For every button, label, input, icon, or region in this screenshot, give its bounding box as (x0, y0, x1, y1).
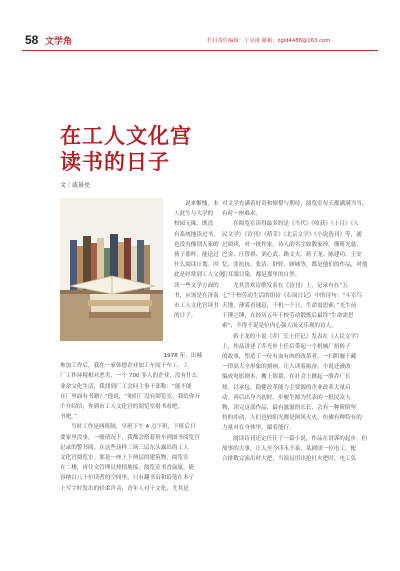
paragraph-line: 一律高大全形象的刻画，让人读着振奋。小说还被改 (222, 364, 351, 371)
paragraph-line: 文化宫阅览室。那是一座上下两层的建筑物，阅览室 (60, 455, 189, 462)
paragraph-line: 上写字时发出的轻柔声音，青年人对于文化，尤其是 (60, 485, 189, 492)
paragraph-line: 当时工作是两班制，早班下午 4 点下班，下班后只 (71, 424, 196, 431)
paragraph-line: 天地，薄雾看球息，千机一千日，生命需思索，”光生前 (222, 303, 357, 310)
paragraph-line: 七”干校劳动生活的组诗《石岗日记》中的诗句：“斗室鸟 (222, 292, 363, 299)
paragraph-line: 书，应该是在济南 (174, 292, 219, 299)
paragraph-line: 持的冲动，人们也较阳光都是阿风火火，仿佛有种特有的 (222, 415, 362, 422)
paragraph-line: 的故事，塑造了一位有血有肉的改革者，一扫阴霾于藏 (222, 354, 357, 361)
section-label: 文学角 (45, 37, 73, 47)
paragraph-line: 编成电影剧本，搬上银幕，在社会上掀起一股乔厂长 (222, 374, 351, 381)
paragraph-line: 索”，不得不说是位内心强大而又乐观的诗人。 (222, 323, 337, 330)
paragraph-line: 在阅览室读得最多的是《当代》《收获》《十月》《人 (233, 221, 359, 228)
paragraph-line: 合排数完演出时大把，当演员用出抢打火把时，电工负 (222, 456, 357, 463)
paragraph-line: 的日子。 (174, 313, 197, 320)
paragraph-line: 动。再后出身当初时，步履生源为代表的一批民众人 (222, 394, 351, 401)
paragraph-line: 故事的大事，让人至今印永不泰，某剧团一位电工，配 (222, 445, 357, 452)
editor-info: 栏目责任编辑：丁亮甫 邮箱：zgld4488@163.com (207, 38, 331, 44)
byline: 文｜戚景亮 (60, 182, 91, 189)
paragraph-line: 什么阅读计划。因 (174, 262, 219, 269)
paragraph-line: 说来惭愧，本 (185, 201, 219, 207)
paragraph-line: 过阅读，对一批作家、诗人的名字如数家珍，像蒋光慈、 (222, 241, 362, 248)
article-title-line2: 读书的日子 (60, 149, 170, 174)
paragraph-line: 们耳濡目染，都是那里的自然。 (222, 272, 301, 279)
article-title-line1: 在工人文化宫 (60, 123, 192, 148)
paragraph-line: 巴金、汪曾祺、刘心武、路文夫、蒋子龙、陈建功、王安 (222, 252, 362, 259)
paragraph-line: 容纳百八十位读者的空间里，只有翻书页和铅笔在本子 (60, 475, 195, 482)
paragraph-line: 阅读诗刊还定任任了一篇小说，作品在讲诉的起步，但 (233, 435, 368, 442)
paragraph-line: 要家里没事，一般情况下，我都会搭着班车到图书阅览宫 (60, 434, 200, 441)
paragraph-line: 在厂里面有书籍？”他说，“咱们厂没有阅览室，我给你开 (60, 393, 201, 400)
header-divider (22, 50, 378, 51)
paragraph-line: 厂工作环境相对恶劣，一个 700 多人的企业，没有什么 (60, 373, 198, 380)
paragraph-line: 此是经常到工人文化 (174, 272, 225, 279)
books-photo (60, 198, 163, 341)
paragraph-line: 书吧。” (60, 414, 77, 421)
paragraph-line: 校园无缘。既没 (174, 221, 214, 228)
paragraph-line: 人此生与大学的 (174, 211, 214, 218)
paragraph-line: 个介绍信，你到市工人文化宫的阅览室借书看吧， (60, 404, 184, 411)
paragraph-line: 上，作品讲述了乔光朴上任后带起一个机械厂扭转子 (222, 343, 351, 350)
paragraph-line: 热。以承包、稳健改革能力主要源的企业改革大量启 (222, 384, 351, 391)
paragraph-line: 读一些文学方面的 (174, 282, 219, 289)
paragraph-line: 业余文化生活，我找到厂工会问主事干部称：“能不能 (60, 383, 192, 390)
paragraph-line: 有时一座难求。 (222, 211, 262, 218)
paragraph-line: 1978 年，出城 (163, 353, 202, 359)
paragraph-line: 忆、张抗抗、张洁、舒婷、顾城等，都是他们的作品，对他 (222, 262, 368, 269)
paragraph-line: 也没有像别人家的 (174, 241, 219, 248)
paragraph-line: 民文学》《诗刊》《萌芽》《北京文学》《小说选刊》等，通 (222, 231, 362, 238)
paragraph-line: 记录的警书阅。在这些这样二场三层东头露出的工人 (60, 444, 189, 451)
article-body-column-1 (60, 351, 212, 494)
paragraph-line: 市工人文化宫读书 (174, 303, 219, 310)
paragraph-line: 孩子那样，能送过 (174, 252, 219, 259)
paragraph-line: 参加工作后，我在一家韩德企业加工车间干车工。工 (60, 363, 189, 370)
paragraph-line: 蒋子龙的小说《乔厂长上任记》发表在《人民文学》 (233, 333, 362, 340)
article-body-column-2 (222, 199, 382, 464)
paragraph-line: 尤其喜欢诗歌发表在《诗刊》上，记录有在“五 (233, 282, 348, 289)
paragraph-line: 对文学充满着好奇和憧憬与期待，阅览室每天都满满当当， (222, 201, 368, 207)
article-body-column-1-top (174, 199, 225, 321)
paragraph-line: 千锤之锤，在经历五年干校劳动锻炼后最终“生命需思 (222, 313, 354, 320)
paragraph-line: 在二楼，再往文管理员热情地接，阅览室书香氤氲，能 (60, 465, 195, 472)
paragraph-line: 有系统地读过书， (174, 231, 219, 238)
page-number: 58 (25, 33, 39, 47)
paragraph-line: 物，读完这部作品，最有滋滋的长长，会有一种阶阶坚 (222, 405, 357, 412)
paragraph-line: 力量对在身体里，揣着能行。 (222, 425, 295, 432)
